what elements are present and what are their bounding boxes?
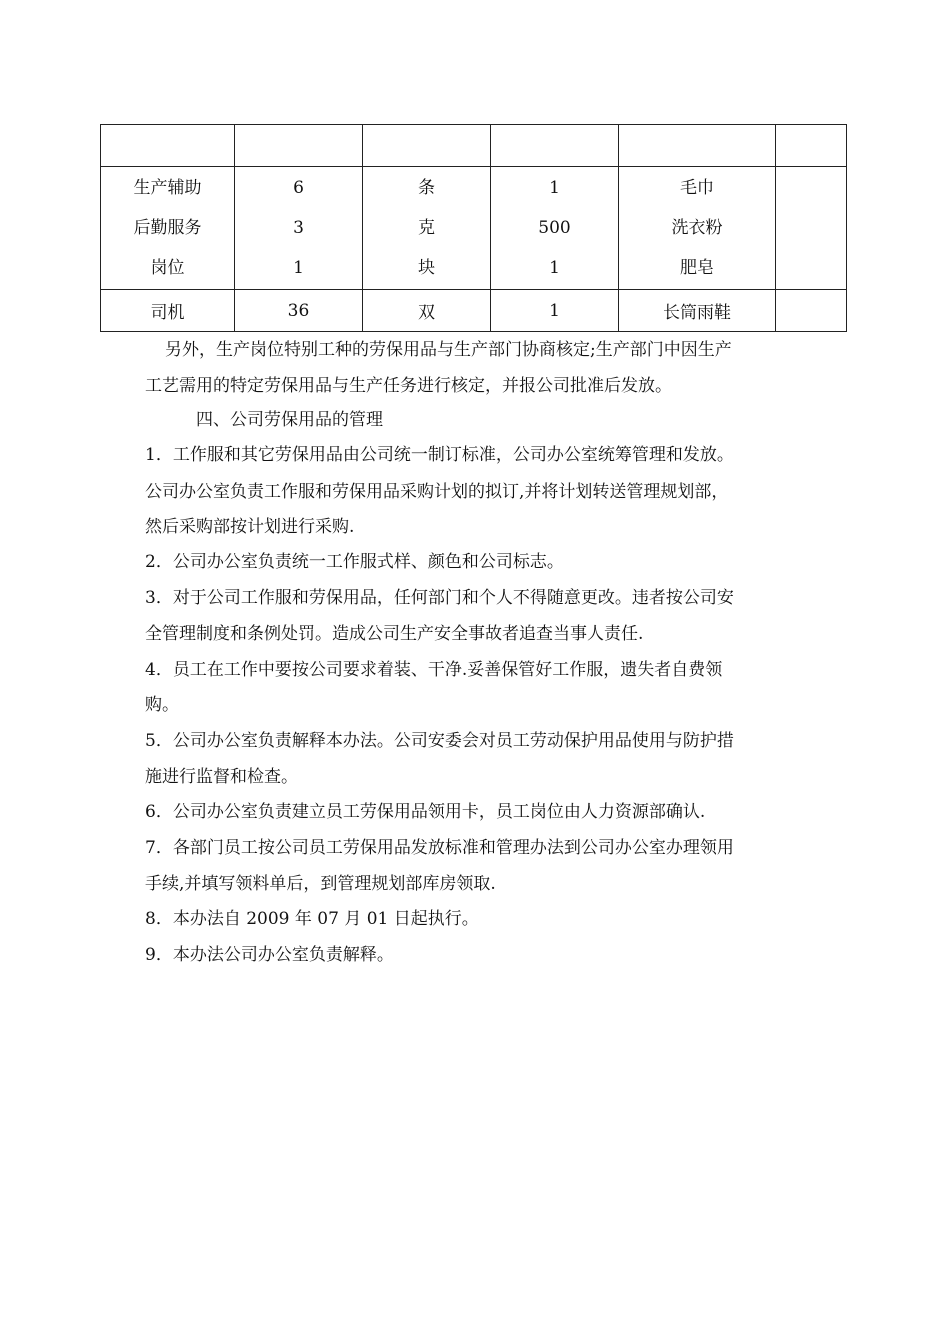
table-cell: [776, 125, 847, 167]
post-line: 后勤服务: [133, 218, 202, 238]
table-row: [101, 125, 847, 167]
item-line: 肥皂: [680, 258, 714, 278]
table-cell: [776, 290, 847, 332]
paragraph-line: 8．本办法自 2009 年 07 月 01 日起执行。: [145, 909, 479, 929]
unit-line: 条: [418, 178, 435, 198]
table-cell: [101, 125, 235, 167]
paragraph-line: 9．本办法公司办公室负责解释。: [145, 945, 394, 965]
paragraph-line: 手续,并填写领料单后，到管理规划部库房领取.: [145, 874, 496, 894]
quantity-cell: 36: [235, 290, 363, 332]
post-cell: [101, 167, 235, 290]
post-line: 生产辅助: [133, 178, 202, 198]
paragraph-line: 7．各部门员工按公司员工劳保用品发放标准和管理办法到公司办公室办理领用: [145, 838, 734, 858]
unit-cell: 双: [363, 290, 491, 332]
paragraph-line: 5．公司办公室负责解释本办法。公司安委会对员工劳动保护用品使用与防护措: [145, 731, 734, 751]
table-cell: [363, 125, 491, 167]
paragraph-line: 4．员工在工作中要按公司要求着装、干净.妥善保管好工作服，遗失者自费领: [145, 660, 723, 680]
paragraph-line: 另外，生产岗位特别工种的劳保用品与生产部门协商核定;生产部门中因生产: [165, 340, 732, 360]
amount-line: 1: [549, 178, 560, 198]
amount-cell: [491, 167, 619, 290]
paragraph-line: 购。: [145, 695, 179, 715]
amount-line: 1: [549, 258, 560, 278]
table-cell: [619, 125, 776, 167]
item-cell: 长筒雨鞋: [619, 290, 776, 332]
item-line: 毛巾: [680, 178, 714, 198]
paragraph-line: 2．公司办公室负责统一工作服式样、颜色和公司标志。: [145, 552, 564, 572]
labor-protection-table: [100, 124, 847, 332]
amount-cell: 1: [491, 290, 619, 332]
paragraph-line: 施进行监督和检查。: [145, 767, 298, 787]
table-cell: [491, 125, 619, 167]
paragraph-line: 然后采购部按计划进行采购.: [145, 517, 355, 537]
item-line: 洗衣粉: [671, 218, 723, 238]
post-line: 岗位: [150, 258, 185, 278]
paragraph-line: 公司办公室负责工作服和劳保用品采购计划的拟订,并将计划转送管理规划部，: [145, 482, 729, 502]
amount-line: 500: [538, 218, 571, 238]
paragraph-line: 6．公司办公室负责建立员工劳保用品领用卡，员工岗位由人力资源部确认.: [145, 802, 706, 822]
quantity-cell: [235, 167, 363, 290]
quantity-line: 6: [293, 178, 304, 198]
table-cell: [776, 167, 847, 290]
table-row: [101, 290, 847, 332]
section-heading: 四、公司劳保用品的管理: [196, 410, 383, 430]
quantity-line: 3: [293, 218, 304, 238]
table-row: [101, 167, 847, 290]
item-cell: [619, 167, 776, 290]
paragraph-line: 1．工作服和其它劳保用品由公司统一制订标准，公司办公室统筹管理和发放。: [145, 445, 734, 465]
quantity-line: 1: [293, 258, 304, 278]
paragraph-line: 工艺需用的特定劳保用品与生产任务进行核定，并报公司批准后发放。: [145, 376, 672, 396]
paragraph-line: 3．对于公司工作服和劳保用品，任何部门和个人不得随意更改。违者按公司安: [145, 588, 734, 608]
unit-line: 克: [418, 218, 435, 238]
table-cell: [235, 125, 363, 167]
post-cell: 司机: [101, 290, 235, 332]
unit-line: 块: [418, 258, 435, 278]
unit-cell: [363, 167, 491, 290]
paragraph-line: 全管理制度和条例处罚。造成公司生产安全事故者追查当事人责任.: [145, 624, 644, 644]
